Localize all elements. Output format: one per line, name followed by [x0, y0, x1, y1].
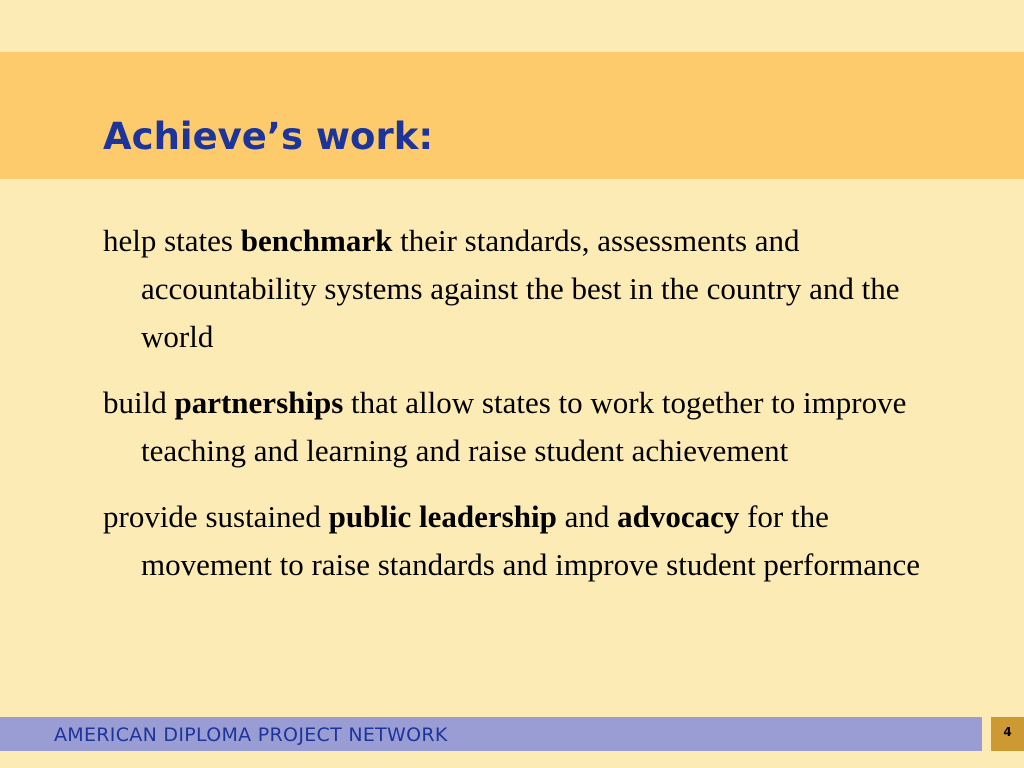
bullet-emphasis: advocacy	[617, 499, 740, 534]
bullet-text: build	[103, 385, 175, 420]
bullet-text: that allow states to work together to improve teaching and learning and raise student achievement	[141, 385, 907, 468]
bullet-emphasis: partnerships	[174, 385, 344, 420]
bullet-partnerships	[103, 379, 933, 475]
bullet-text: their standards, assessments and accountability systems against the best in the country and the world	[141, 223, 900, 354]
bullet-leadership	[103, 493, 933, 589]
bullet-text: for the movement to raise standards and improve student performance	[141, 499, 921, 582]
page-number: 4	[1003, 725, 1012, 739]
bullet-benchmark	[103, 217, 933, 361]
bullet-list	[103, 217, 933, 607]
footer-org-name: AMERICAN DIPLOMA PROJECT NETWORK	[54, 724, 448, 746]
bullet-emphasis: benchmark	[240, 223, 393, 258]
bullet-text: provide sustained	[103, 499, 329, 534]
bullet-text: help states	[103, 223, 241, 258]
slide-title: Achieve’s work:	[103, 115, 434, 158]
bullet-text: and	[556, 499, 618, 534]
bullet-emphasis: public leadership	[328, 499, 557, 534]
